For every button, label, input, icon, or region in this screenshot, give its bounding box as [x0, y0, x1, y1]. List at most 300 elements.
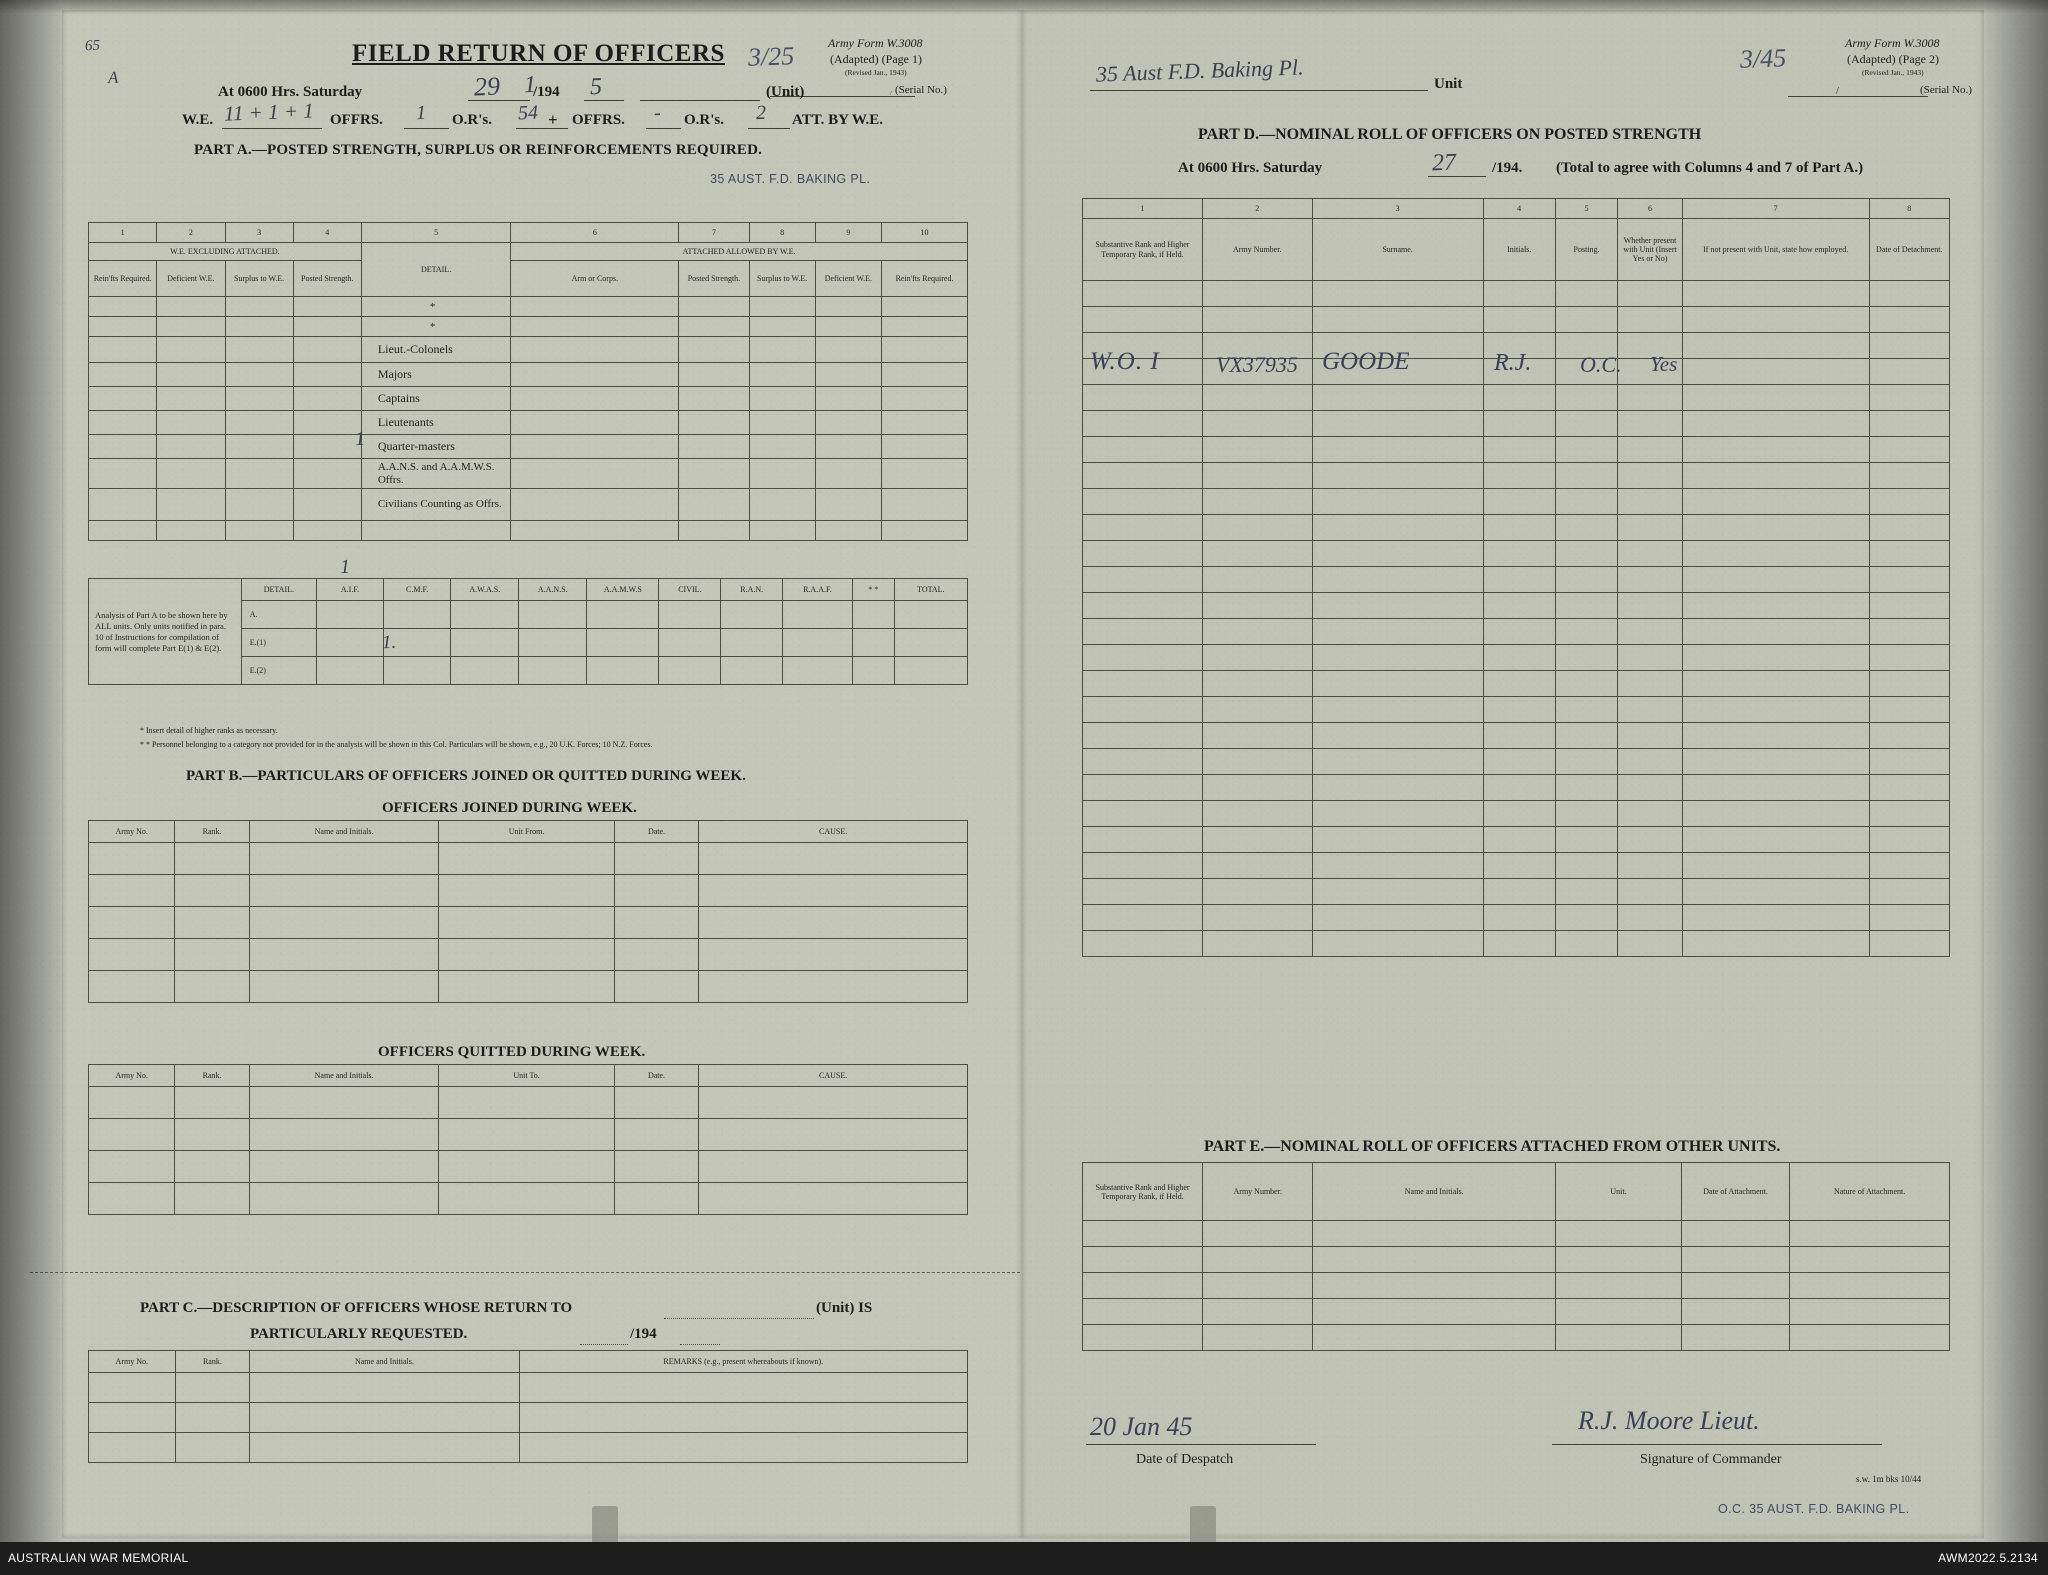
- parte-header-name: Name and Initials.: [1313, 1163, 1556, 1221]
- cellA-r2c10: [882, 317, 968, 337]
- partd-cell-r15c7: [1682, 645, 1869, 671]
- partd-header-posting: Posting.: [1555, 219, 1617, 281]
- partd-cell-r6c7: [1682, 411, 1869, 437]
- cellA-r3c6: [511, 337, 679, 363]
- partd-cell-r22c7: [1682, 827, 1869, 853]
- analysis-header-cmf: C.M.F.: [384, 579, 451, 601]
- form-ref-line2-right: (Adapted) (Page 2): [1847, 52, 1939, 66]
- partd-cell-r18c4: [1483, 723, 1555, 749]
- partd-cell-r26c5: [1555, 931, 1617, 957]
- partd-cell-r25c1: [1083, 905, 1203, 931]
- sub-header-1: Rein'fts Required.: [89, 261, 157, 297]
- partd-cell-r21c1: [1083, 801, 1203, 827]
- cellA-r10c9: [815, 521, 881, 541]
- quitted-cell-r4c6: [699, 1183, 968, 1215]
- partd-cell-r16c4: [1483, 671, 1555, 697]
- quitted-cell-r2c1: [89, 1119, 175, 1151]
- partd-cell-r10c7: [1682, 515, 1869, 541]
- joined-cell-r1c1: [89, 843, 175, 875]
- partd-entry-date: [1869, 333, 1949, 359]
- partd-cell-r25c3: [1312, 905, 1483, 931]
- partd-header-initials: Initials.: [1483, 219, 1555, 281]
- ors2-rule: [748, 128, 790, 129]
- partd-cell-r23c5: [1555, 853, 1617, 879]
- partd-cell-r20c5: [1555, 775, 1617, 801]
- hw-entry-posting: O.C.: [1580, 352, 1622, 377]
- partd-cell-r10c6: [1618, 515, 1683, 541]
- partd-cell-r23c8: [1869, 853, 1949, 879]
- sub-header-9: Deficient W.E.: [815, 261, 881, 297]
- partd-cell-r24c7: [1682, 879, 1869, 905]
- parte-cell-r3c3: [1313, 1273, 1556, 1299]
- cellA-r3c7: [679, 337, 749, 363]
- cellA-r3c8: [749, 337, 815, 363]
- cellA-r7c1: [89, 435, 157, 459]
- an-r3c10: [852, 657, 894, 685]
- clip-bottom-left: [592, 1506, 618, 1546]
- parte-cell-r2c6: [1790, 1247, 1950, 1273]
- partd-cell-r21c2: [1202, 801, 1312, 827]
- footnote-two: * * Personnel belonging to a category not provided for in the analysis will be shown in this Col. Particulars will be shown, e.g., 20 U.K. Forces; 10 N.Z. Forces.: [140, 740, 653, 749]
- joined-cell-r1c5: [614, 843, 698, 875]
- quitted-cell-r2c2: [175, 1119, 249, 1151]
- hw-offrs-value2: -: [653, 101, 662, 125]
- partd-cell-r2c1: [1083, 307, 1203, 333]
- partd-cell-r8c5: [1555, 463, 1617, 489]
- sub-header-4: Posted Strength.: [293, 261, 361, 297]
- sub-header-6: Arm or Corps.: [511, 261, 679, 297]
- joined-cell-r3c6: [699, 907, 968, 939]
- parte-cell-r3c2: [1203, 1273, 1313, 1299]
- cellA-r2c4: [293, 317, 361, 337]
- detail-row-2: *: [361, 317, 510, 337]
- col-num-5: 5: [361, 223, 510, 243]
- partd-cell-r23c3: [1312, 853, 1483, 879]
- partd-cell-r18c6: [1618, 723, 1683, 749]
- cellA-r7c8: [749, 435, 815, 459]
- parte-cell-r4c1: [1083, 1299, 1203, 1325]
- partd-cell-r21c3: [1312, 801, 1483, 827]
- cellA-r2c6: [511, 317, 679, 337]
- att-by-we: ATT. BY W.E.: [792, 112, 884, 128]
- partd-col-num-5: 5: [1555, 199, 1617, 219]
- hw-part-d-date: 27: [1431, 149, 1457, 177]
- an-r2c9: [783, 629, 853, 657]
- cellA-r10c8: [749, 521, 815, 541]
- partd-cell-r4c7: [1682, 359, 1869, 385]
- partd-cell-r19c4: [1483, 749, 1555, 775]
- hw-corner-mark2: A: [107, 67, 119, 88]
- col-num-3: 3: [225, 223, 293, 243]
- joined-cell-r5c5: [614, 971, 698, 1003]
- quitted-cell-r4c2: [175, 1183, 249, 1215]
- partd-cell-r22c1: [1083, 827, 1203, 853]
- cellA-r4c9: [815, 363, 881, 387]
- cellA-r3c9: [815, 337, 881, 363]
- partd-cell-r5c4: [1483, 385, 1555, 411]
- an-r3c8: [721, 657, 783, 685]
- partc-cell-r3c1: [89, 1433, 176, 1463]
- cellA-r4c6: [511, 363, 679, 387]
- partd-cell-r26c8: [1869, 931, 1949, 957]
- col-num-2: 2: [157, 223, 225, 243]
- scan-shadow-top: [0, 0, 2048, 14]
- joined-header-rank: Rank.: [175, 821, 249, 843]
- partd-cell-r2c8: [1869, 307, 1949, 333]
- detail-row-9: Civilians Counting as Offrs.: [361, 489, 510, 521]
- part-c-date-rule1: [580, 1344, 628, 1345]
- joined-cell-r3c1: [89, 907, 175, 939]
- partd-cell-r20c7: [1682, 775, 1869, 801]
- partd-cell-r7c2: [1202, 437, 1312, 463]
- parte-cell-r1c5: [1681, 1221, 1789, 1247]
- partd-cell-r9c6: [1618, 489, 1683, 515]
- sub-header-2: Deficient W.E.: [157, 261, 225, 297]
- partd-cell-r26c3: [1312, 931, 1483, 957]
- partd-cell-r26c1: [1083, 931, 1203, 957]
- cellA-r2c8: [749, 317, 815, 337]
- quitted-cell-r3c4: [439, 1151, 615, 1183]
- cellA-r1c2: [157, 297, 225, 317]
- partd-cell-r6c8: [1869, 411, 1949, 437]
- parte-cell-r1c6: [1790, 1221, 1950, 1247]
- cellA-r2c9: [815, 317, 881, 337]
- cellA-r7c6: [511, 435, 679, 459]
- partd-cell-r16c7: [1682, 671, 1869, 697]
- partd-cell-r21c7: [1682, 801, 1869, 827]
- cellA-r5c10: [882, 387, 968, 411]
- joined-cell-r2c4: [439, 875, 615, 907]
- part-c-table: [88, 1350, 968, 1463]
- partd-cell-r11c1: [1083, 541, 1203, 567]
- cellA-r8c3: [225, 459, 293, 489]
- partd-cell-r12c3: [1312, 567, 1483, 593]
- partd-cell-r14c3: [1312, 619, 1483, 645]
- col-num-9: 9: [815, 223, 881, 243]
- partc-cell-r3c4: [519, 1433, 967, 1463]
- hw-lieutenants-tick: 1: [354, 427, 366, 451]
- partd-cell-r7c3: [1312, 437, 1483, 463]
- detail-row-4: Majors: [361, 363, 510, 387]
- cellA-r8c8: [749, 459, 815, 489]
- joined-cell-r1c2: [175, 843, 249, 875]
- partd-cell-r5c7: [1682, 385, 1869, 411]
- partd-cell-r15c2: [1202, 645, 1312, 671]
- partd-cell-r25c8: [1869, 905, 1949, 931]
- quitted-cell-r1c5: [614, 1087, 698, 1119]
- joined-cell-r3c3: [249, 907, 438, 939]
- partd-cell-r13c6: [1618, 593, 1683, 619]
- cellA-r1c8: [749, 297, 815, 317]
- partd-cell-r19c2: [1202, 749, 1312, 775]
- analysis-header-aamws: A.A.M.W.S: [587, 579, 659, 601]
- an-r3c11: [894, 657, 967, 685]
- partd-cell-r7c8: [1869, 437, 1949, 463]
- part-c-title-a: PART C.—DESCRIPTION OF OFFICERS WHOSE RETURN TO: [140, 1300, 573, 1316]
- partd-cell-r2c4: [1483, 307, 1555, 333]
- cellA-r3c1: [89, 337, 157, 363]
- partd-cell-r6c2: [1202, 411, 1312, 437]
- partd-col-num-2: 2: [1202, 199, 1312, 219]
- cellA-r10c5: [361, 521, 510, 541]
- partd-cell-r9c3: [1312, 489, 1483, 515]
- partd-cell-r25c6: [1618, 905, 1683, 931]
- ors-label2: O.R's.: [684, 112, 725, 128]
- analysis-row-e2: E.(2): [241, 657, 316, 685]
- officers-quitted-table: [88, 1064, 968, 1215]
- partd-cell-r1c7: [1682, 281, 1869, 307]
- partd-cell-r8c8: [1869, 463, 1949, 489]
- col-num-6: 6: [511, 223, 679, 243]
- group-header-attached: ATTACHED ALLOWED BY W.E.: [511, 243, 968, 261]
- hw-date-month: 1: [523, 71, 537, 99]
- partd-cell-r1c8: [1869, 281, 1949, 307]
- cellA-r10c2: [157, 521, 225, 541]
- quitted-header-army-no: Army No.: [89, 1065, 175, 1087]
- partd-cell-r15c5: [1555, 645, 1617, 671]
- parte-cell-r2c2: [1203, 1247, 1313, 1273]
- partd-cell-r17c5: [1555, 697, 1617, 723]
- partd-cell-r16c2: [1202, 671, 1312, 697]
- partd-cell-r6c4: [1483, 411, 1555, 437]
- cellA-r4c10: [882, 363, 968, 387]
- joined-cell-r3c2: [175, 907, 249, 939]
- hw-top-right-mark-right: 3/45: [1739, 43, 1787, 74]
- parte-header-date: Date of Attachment.: [1681, 1163, 1789, 1221]
- joined-header-date: Date.: [614, 821, 698, 843]
- partd-cell-r21c6: [1618, 801, 1683, 827]
- col-num-1: 1: [89, 223, 157, 243]
- detail-row-6: Lieutenants: [361, 411, 510, 435]
- cellA-r7c3: [225, 435, 293, 459]
- scan-shadow-left: [0, 0, 64, 1542]
- unit-stamp-left: 35 AUST. F.D. BAKING PL.: [710, 172, 871, 186]
- joined-cell-r2c2: [175, 875, 249, 907]
- partd-cell-r16c3: [1312, 671, 1483, 697]
- analysis-header-other: * *: [852, 579, 894, 601]
- an-r2c10: [852, 629, 894, 657]
- partd-cell-r16c6: [1618, 671, 1683, 697]
- parte-cell-r2c4: [1556, 1247, 1682, 1273]
- joined-header-cause: CAUSE.: [699, 821, 968, 843]
- partc-cell-r2c3: [250, 1403, 519, 1433]
- cellA-r8c10: [882, 459, 968, 489]
- parte-cell-r2c3: [1313, 1247, 1556, 1273]
- joined-cell-r2c3: [249, 875, 438, 907]
- hw-aif-tick: 1.: [381, 631, 397, 654]
- quitted-cell-r2c4: [439, 1119, 615, 1151]
- partd-cell-r11c6: [1618, 541, 1683, 567]
- parte-header-army-number: Army Number.: [1203, 1163, 1313, 1221]
- joined-title: OFFICERS JOINED DURING WEEK.: [382, 800, 637, 816]
- partd-cell-r11c8: [1869, 541, 1949, 567]
- despatch-rule: [1086, 1444, 1316, 1445]
- partd-cell-r12c4: [1483, 567, 1555, 593]
- cellA-r8c9: [815, 459, 881, 489]
- cellA-r5c1: [89, 387, 157, 411]
- partd-cell-r11c7: [1682, 541, 1869, 567]
- partd-cell-r11c3: [1312, 541, 1483, 567]
- partd-cell-r13c2: [1202, 593, 1312, 619]
- form-ref-line3-right: (Revised Jan., 1943): [1862, 68, 1924, 77]
- partd-cell-r24c8: [1869, 879, 1949, 905]
- col-num-8: 8: [749, 223, 815, 243]
- parte-cell-r5c4: [1556, 1325, 1682, 1351]
- partd-cell-r19c6: [1618, 749, 1683, 775]
- cellA-r6c2: [157, 411, 225, 435]
- partd-cell-r17c8: [1869, 697, 1949, 723]
- cellA-r7c4: [293, 435, 361, 459]
- partd-header-army-number: Army Number.: [1202, 219, 1312, 281]
- partd-cell-r21c5: [1555, 801, 1617, 827]
- partd-cell-r5c1: [1083, 385, 1203, 411]
- partc-cell-r1c2: [175, 1373, 250, 1403]
- partd-cell-r23c6: [1618, 853, 1683, 879]
- sub-header-10: Rein'fts Required.: [882, 261, 968, 297]
- partd-cell-r12c2: [1202, 567, 1312, 593]
- partd-cell-r26c6: [1618, 931, 1683, 957]
- partd-cell-r17c6: [1618, 697, 1683, 723]
- partd-cell-r16c1: [1083, 671, 1203, 697]
- partd-cell-r22c6: [1618, 827, 1683, 853]
- cellA-r4c8: [749, 363, 815, 387]
- partd-cell-r9c1: [1083, 489, 1203, 515]
- partd-cell-r18c5: [1555, 723, 1617, 749]
- hw-entry-surname: GOODE: [1322, 348, 1410, 375]
- cellA-r7c10: [882, 435, 968, 459]
- parte-cell-r4c5: [1681, 1299, 1789, 1325]
- partd-cell-r6c1: [1083, 411, 1203, 437]
- hw-entry-rank: W.O. I: [1090, 348, 1160, 375]
- an-r1c7: [659, 601, 721, 629]
- joined-cell-r5c1: [89, 971, 175, 1003]
- cellA-r3c4: [293, 337, 361, 363]
- group-header-excl: W.E. EXCLUDING ATTACHED.: [89, 243, 362, 261]
- quitted-cell-r1c4: [439, 1087, 615, 1119]
- form-ref-line1-right: Army Form W.3008: [1845, 36, 1940, 50]
- scan-shadow-right: [1984, 0, 2048, 1542]
- joined-cell-r5c6: [699, 971, 968, 1003]
- partd-cell-r13c7: [1682, 593, 1869, 619]
- partd-cell-r26c7: [1682, 931, 1869, 957]
- parte-cell-r4c4: [1556, 1299, 1682, 1325]
- an-r2c2: [317, 629, 384, 657]
- partc-cell-r1c1: [89, 1373, 176, 1403]
- partd-cell-r6c6: [1618, 411, 1683, 437]
- tear-off-line: [30, 1272, 1020, 1273]
- partd-header-employed: If not present with Unit, state how employed.: [1682, 219, 1869, 281]
- quitted-cell-r2c3: [249, 1119, 438, 1151]
- part-d-subtitle-b: /194.: [1492, 160, 1523, 176]
- part-c-title-b: (Unit) IS: [816, 1300, 873, 1316]
- cellA-r6c3: [225, 411, 293, 435]
- an-r2c5: [519, 629, 587, 657]
- joined-cell-r4c1: [89, 939, 175, 971]
- partd-cell-r15c3: [1312, 645, 1483, 671]
- hw-date-of-despatch: 20 Jan 45: [1090, 1412, 1193, 1441]
- detail-row-3: Lieut.-Colonels: [361, 337, 510, 363]
- cellA-r6c7: [679, 411, 749, 435]
- partd-cell-r21c4: [1483, 801, 1555, 827]
- parte-cell-r2c5: [1681, 1247, 1789, 1273]
- part-c-date-label: /194: [630, 1326, 657, 1342]
- partd-cell-r24c3: [1312, 879, 1483, 905]
- partc-cell-r1c3: [250, 1373, 519, 1403]
- cellA-r5c2: [157, 387, 225, 411]
- partd-cell-r17c7: [1682, 697, 1869, 723]
- partd-cell-r20c1: [1083, 775, 1203, 801]
- sub-header-7: Posted Strength.: [679, 261, 749, 297]
- partc-cell-r1c4: [519, 1373, 967, 1403]
- partd-cell-r15c4: [1483, 645, 1555, 671]
- parte-cell-r1c3: [1313, 1221, 1556, 1247]
- partd-cell-r7c6: [1618, 437, 1683, 463]
- cellA-r3c2: [157, 337, 225, 363]
- partd-col-num-7: 7: [1682, 199, 1869, 219]
- hw-unit-right: 35 Aust F.D. Baking Pl.: [1095, 54, 1304, 87]
- serial-label-right: (Serial No.): [1920, 84, 1972, 96]
- joined-cell-r4c2: [175, 939, 249, 971]
- cellA-r5c3: [225, 387, 293, 411]
- form-ref-line1: Army Form W.3008: [828, 36, 923, 50]
- museum-credit: AUSTRALIAN WAR MEMORIAL: [8, 1551, 189, 1565]
- partd-cell-r7c4: [1483, 437, 1555, 463]
- partd-cell-r19c3: [1312, 749, 1483, 775]
- partd-cell-r20c2: [1202, 775, 1312, 801]
- cellA-r7c2: [157, 435, 225, 459]
- analysis-note: Analysis of Part A to be shown here by ALL units. Only units notified in para. 10 of Instructions for compilation of form will complete Part E(1) & E(2).: [89, 579, 242, 685]
- part-c-unit-rule: [664, 1318, 814, 1319]
- an-r3c5: [519, 657, 587, 685]
- cellA-r2c2: [157, 317, 225, 337]
- an-r2c11: [894, 629, 967, 657]
- partd-cell-r15c6: [1618, 645, 1683, 671]
- parte-header-rank: Substantive Rank and Higher Temporary Rank, if Held.: [1083, 1163, 1203, 1221]
- quitted-cell-r3c2: [175, 1151, 249, 1183]
- analysis-header-aif: A.I.F.: [317, 579, 384, 601]
- partd-cell-r26c4: [1483, 931, 1555, 957]
- parte-cell-r5c1: [1083, 1325, 1203, 1351]
- partd-cell-r25c4: [1483, 905, 1555, 931]
- hw-entry-number: VX37935: [1216, 352, 1298, 377]
- partd-cell-r14c1: [1083, 619, 1203, 645]
- partd-cell-r12c1: [1083, 567, 1203, 593]
- partd-cell-r10c3: [1312, 515, 1483, 541]
- cellA-r1c3: [225, 297, 293, 317]
- partd-cell-r1c1: [1083, 281, 1203, 307]
- credit-bar: [0, 1542, 2048, 1575]
- partd-cell-r1c5: [1555, 281, 1617, 307]
- partd-cell-r11c4: [1483, 541, 1555, 567]
- partd-cell-r24c4: [1483, 879, 1555, 905]
- offrs2-rule: [646, 128, 681, 129]
- partd-cell-r22c3: [1312, 827, 1483, 853]
- partd-cell-r9c7: [1682, 489, 1869, 515]
- cellA-r6c9: [815, 411, 881, 435]
- partd-cell-r10c1: [1083, 515, 1203, 541]
- partd-cell-r12c5: [1555, 567, 1617, 593]
- partd-cell-r20c4: [1483, 775, 1555, 801]
- part-a-title: PART A.—POSTED STRENGTH, SURPLUS OR REINFORCEMENTS REQUIRED.: [194, 142, 763, 158]
- partd-cell-r16c5: [1555, 671, 1617, 697]
- partd-cell-r8c4: [1483, 463, 1555, 489]
- partd-cell-r26c2: [1202, 931, 1312, 957]
- parte-cell-r4c2: [1203, 1299, 1313, 1325]
- partd-cell-r19c5: [1555, 749, 1617, 775]
- cellA-r10c6: [511, 521, 679, 541]
- quitted-cell-r2c6: [699, 1119, 968, 1151]
- detail-row-7: Quarter-masters: [361, 435, 510, 459]
